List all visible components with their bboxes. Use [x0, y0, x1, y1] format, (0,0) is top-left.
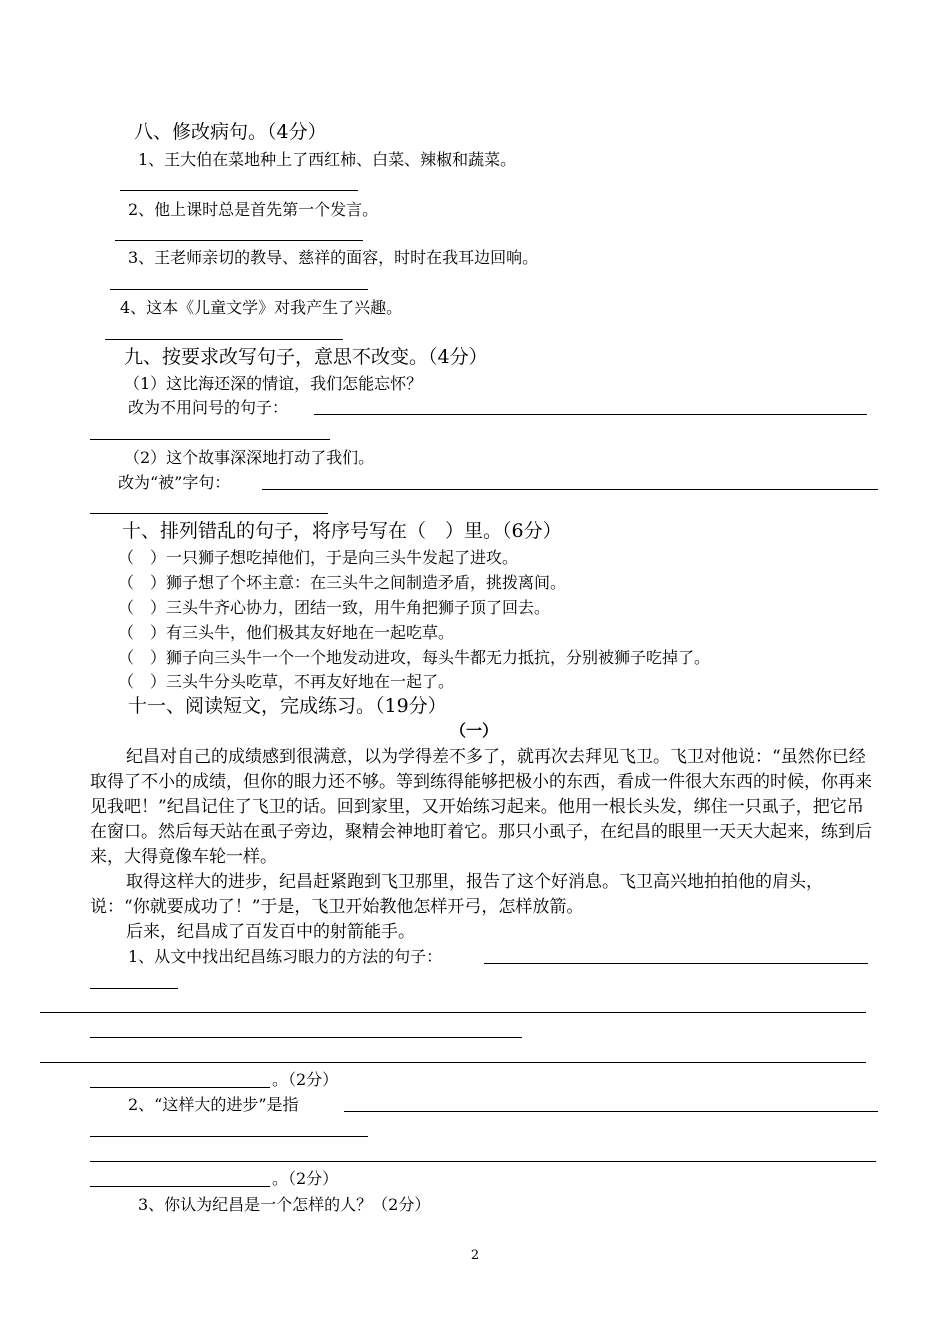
- passage-paragraph-2: 取得这样大的进步，纪昌赶紧跑到飞卫那里，报告了这个好消息。飞卫高兴地拍拍他的肩头，说：“你就要成功了！”于是，飞卫开始教他怎样开弓，怎样放箭。: [90, 872, 823, 917]
- section9-title: 九、按要求改写句子，意思不改变。（4分）: [124, 346, 488, 368]
- section9-q2-prompt: 改为“被”字句：: [118, 473, 231, 492]
- answer-line-8-2[interactable]: [115, 240, 363, 241]
- answer-line-11-2c[interactable]: [90, 1161, 876, 1162]
- section8-title: 八、修改病句。（4分）: [134, 121, 327, 143]
- section11-q1-score: 。（2分）: [272, 1070, 339, 1089]
- section10-item-2: （ ）狮子想了个坏主意：在三头牛之间制造矛盾，挑拨离间。: [118, 573, 567, 592]
- section11-q2: 2、“这样大的进步”是指: [128, 1095, 299, 1114]
- answer-line-11-1e[interactable]: [40, 1062, 866, 1063]
- answer-line-9-1b[interactable]: [90, 439, 330, 440]
- section10-item-5: （ ）狮子向三头牛一个一个地发动进攻，每头牛都无力抵抗，分别被狮子吃掉了。: [118, 648, 711, 667]
- section11-q1: 1、从文中找出纪昌练习眼力的方法的句子：: [128, 947, 443, 966]
- section8-item-3: 3、王老师亲切的教导、慈祥的面容，时时在我耳边回响。: [128, 248, 539, 267]
- section10-item-4: （ ）有三头牛，他们极其友好地在一起吃草。: [118, 623, 455, 642]
- answer-line-9-2a[interactable]: [262, 489, 878, 490]
- section9-q1: （1）这比海还深的情谊，我们怎能忘怀？: [124, 374, 423, 393]
- passage-paragraph-1: 纪昌对自己的成绩感到很满意，以为学得差不多了，就再次去拜见飞卫。飞卫对他说：“虽然你已经取得了不小的成绩，但你的眼力还不够。等到练得能够把极小的东西，看成一件很大东西的时候，你再来见我吧！”纪昌记住了飞卫的话。回到家里，又开始练习起来。他用一根长头发，绑住一只虱子，把它吊在窗口。然后每天站在虱子旁边，聚精会神地盯着它。那只小虱子，在纪昌的眼里一天天大起来，练到后来，大得竟像车轮一样。: [90, 747, 872, 867]
- answer-line-8-1[interactable]: [120, 190, 358, 191]
- section11-title: 十一、阅读短文，完成练习。（19分）: [128, 695, 447, 717]
- answer-line-11-2b[interactable]: [90, 1136, 368, 1137]
- answer-line-11-1c[interactable]: [40, 1012, 866, 1013]
- passage-paragraph-3: 后来，纪昌成了百发百中的射箭能手。: [126, 922, 415, 942]
- answer-line-11-2a[interactable]: [344, 1111, 878, 1112]
- answer-line-9-1a[interactable]: [314, 414, 867, 415]
- section8-item-2: 2、他上课时总是首先第一个发言。: [128, 200, 379, 219]
- section11-q2-score: 。（2分）: [272, 1169, 339, 1188]
- section11-subtitle: （一）: [450, 721, 499, 740]
- answer-line-11-1f[interactable]: [90, 1087, 270, 1088]
- section8-item-4: 4、这本《儿童文学》对我产生了兴趣。: [120, 298, 403, 317]
- answer-line-11-1a[interactable]: [484, 963, 868, 964]
- section10-item-1: （ ）一只狮子想吃掉他们，于是向三头牛发起了进攻。: [118, 548, 519, 567]
- section10-item-3: （ ）三头牛齐心协力，团结一致，用牛角把狮子顶了回去。: [118, 598, 551, 617]
- section10-title: 十、排列错乱的句子，将序号写在（ ）里。（6分）: [122, 520, 562, 542]
- answer-line-11-2d[interactable]: [90, 1186, 270, 1187]
- answer-line-8-4[interactable]: [105, 339, 343, 340]
- answer-line-9-2b[interactable]: [90, 513, 328, 514]
- section10-item-6: （ ）三头牛分头吃草，不再友好地在一起了。: [118, 672, 455, 691]
- page-number: 2: [470, 1248, 480, 1263]
- answer-line-11-1b[interactable]: [90, 988, 178, 989]
- section9-q2: （2）这个故事深深地打动了我们。: [124, 448, 375, 467]
- answer-line-11-1d[interactable]: [90, 1037, 522, 1038]
- section8-item-1: 1、王大伯在菜地种上了西红柿、白菜、辣椒和蔬菜。: [138, 150, 517, 169]
- section11-q3: 3、你认为纪昌是一个怎样的人？（2分）: [138, 1195, 431, 1214]
- answer-line-8-3[interactable]: [110, 289, 368, 290]
- section9-q1-prompt: 改为不用问号的句子：: [128, 398, 289, 417]
